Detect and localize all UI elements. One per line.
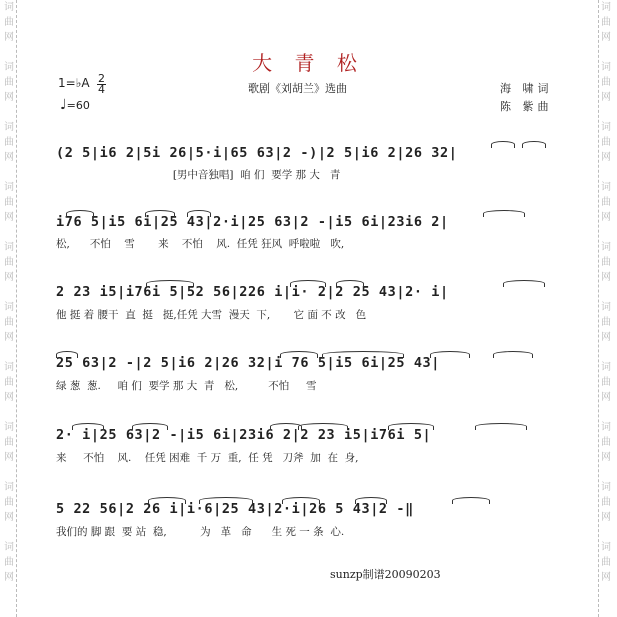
- slur-arc: [493, 351, 533, 358]
- watermark-glyph: 曲: [601, 497, 611, 508]
- watermark-glyph: 网: [601, 332, 611, 343]
- watermark-glyph: 网: [4, 32, 14, 43]
- slur-arc: [148, 497, 186, 504]
- music-line-5: 2· i|25 63|2 -|i5 6i|23i6 2|2 23 i5|i76i 5|: [56, 427, 432, 443]
- music-line-4: 25 63|2 -|2 5|i6 2|26 32|i 76 5|i5 6i|25 43|: [56, 355, 441, 371]
- composer-credit: 陈 紫曲: [500, 100, 553, 113]
- watermark-glyph: 词: [4, 242, 14, 253]
- watermark-glyph: 词: [4, 542, 14, 553]
- watermark-glyph: 词: [601, 302, 611, 313]
- transcriber-signature: sunzp制谱20090203: [330, 568, 441, 581]
- watermark-glyph: 词: [601, 422, 611, 433]
- watermark-glyph: 曲: [4, 137, 14, 148]
- slur-arc: [388, 423, 434, 430]
- slur-arc: [355, 497, 387, 504]
- watermark-glyph: 曲: [4, 557, 14, 568]
- lyric-line-4: 绿 葱 葱. 咱 们 要学 那 大 青 松, 不怕 雪: [56, 380, 317, 392]
- slur-arc: [475, 423, 527, 430]
- watermark-glyph: 曲: [4, 377, 14, 388]
- slur-arc: [132, 423, 168, 430]
- slur-arc: [522, 141, 546, 148]
- watermark-glyph: 曲: [601, 77, 611, 88]
- watermark-glyph: 词: [601, 362, 611, 373]
- time-signature: [97, 74, 106, 95]
- time-signature-top: 2: [98, 72, 105, 85]
- lyric-line-6: 我们的 脚 跟 要 站 稳, 为 革 命 生 死 一 条 心.: [56, 526, 345, 538]
- slur-arc: [336, 280, 364, 287]
- watermark-glyph: 网: [601, 212, 611, 223]
- watermark-glyph: 网: [4, 212, 14, 223]
- slur-arc: [483, 210, 525, 217]
- lyricist-credit: 海 啸词: [500, 82, 553, 95]
- watermark-glyph: 词: [4, 182, 14, 193]
- key-signature: 1=♭A: [58, 76, 90, 90]
- watermark-glyph: 曲: [4, 437, 14, 448]
- watermark-glyph: 网: [601, 392, 611, 403]
- music-line-2: i76 5|i5 6i|25 43|2·i|25 63|2 -|i5 6i|23i6 2|: [56, 214, 449, 230]
- watermark-glyph: 词: [4, 122, 14, 133]
- watermark-glyph: 网: [601, 92, 611, 103]
- watermark-glyph: 网: [4, 152, 14, 163]
- watermark-glyph: 词: [601, 242, 611, 253]
- watermark-glyph: 网: [4, 452, 14, 463]
- slur-arc: [146, 280, 194, 287]
- watermark-glyph: 曲: [601, 437, 611, 448]
- watermark-glyph: 曲: [4, 317, 14, 328]
- watermark-glyph: 曲: [601, 317, 611, 328]
- watermark-glyph: 网: [4, 332, 14, 343]
- slur-arc: [66, 210, 94, 217]
- tempo-value: =60: [66, 99, 90, 112]
- watermark-glyph: 词: [601, 542, 611, 553]
- slur-arc: [430, 351, 470, 358]
- watermark-glyph: 曲: [4, 77, 14, 88]
- watermark-glyph: 词: [4, 62, 14, 73]
- slur-arc: [187, 210, 211, 217]
- slur-arc: [145, 210, 175, 217]
- watermark-glyph: 曲: [601, 197, 611, 208]
- watermark-glyph: 词: [4, 362, 14, 373]
- slur-arc: [282, 497, 320, 504]
- song-title: 大 青 松: [252, 51, 365, 75]
- watermark-glyph: 曲: [4, 17, 14, 28]
- watermark-glyph: 词: [4, 2, 14, 13]
- slur-arc: [298, 423, 348, 430]
- watermark-glyph: 网: [4, 272, 14, 283]
- slur-arc: [280, 351, 318, 358]
- watermark-glyph: 词: [601, 122, 611, 133]
- watermark-glyph: 网: [4, 392, 14, 403]
- slur-arc: [452, 497, 490, 504]
- slur-arc: [290, 280, 326, 287]
- subtitle: 歌剧《刘胡兰》选曲: [248, 82, 347, 95]
- watermark-glyph: 曲: [601, 17, 611, 28]
- watermark-glyph: 词: [4, 422, 14, 433]
- watermark-glyph: 网: [4, 512, 14, 523]
- watermark-glyph: 网: [601, 152, 611, 163]
- music-line-1: (2 5|i6 2|5i 26|5·i|65 63|2 -)|2 5|i6 2|26 32|: [56, 145, 458, 161]
- watermark-glyph: 词: [4, 482, 14, 493]
- tempo-marking: [60, 97, 90, 113]
- slur-arc: [56, 351, 78, 358]
- watermark-glyph: 网: [601, 512, 611, 523]
- watermark-glyph: 曲: [601, 257, 611, 268]
- watermark-glyph: 词: [601, 182, 611, 193]
- watermark-glyph: 词: [4, 302, 14, 313]
- watermark-glyph: 网: [601, 272, 611, 283]
- watermark-glyph: 曲: [4, 257, 14, 268]
- lyric-line-3: 他 挺 着 腰干 直 挺 挺,任凭 大雪 漫天 下, 它 面 不 改 色: [56, 309, 367, 321]
- watermark-glyph: 网: [601, 32, 611, 43]
- watermark-glyph: 网: [4, 572, 14, 583]
- slur-arc: [199, 497, 253, 504]
- slur-arc: [491, 141, 515, 148]
- time-signature-bottom: 4: [98, 83, 105, 96]
- watermark-glyph: 曲: [4, 197, 14, 208]
- lyric-line-5: 来 不怕 风. 任凭 困难 千 万 重, 任 凭 刀斧 加 在 身,: [56, 452, 359, 464]
- music-line-3: 2 23 i5|i76i 5|52 56|226 i|i· 2|2 25 43|2· i|: [56, 284, 449, 300]
- quarter-note-icon: ♩: [60, 97, 67, 113]
- slur-arc: [503, 280, 545, 287]
- lyric-line-1: [男中音独唱] 咱 们 要学 那 大 青: [56, 169, 341, 181]
- watermark-glyph: 曲: [601, 137, 611, 148]
- watermark-glyph: 词: [601, 62, 611, 73]
- watermark-glyph: 网: [601, 572, 611, 583]
- watermark-glyph: 词: [601, 2, 611, 13]
- watermark-glyph: 网: [4, 92, 14, 103]
- lyric-line-2: 松, 不怕 雪 来 不怕 风. 任凭 狂风 呼啦啦 吹,: [56, 238, 345, 250]
- music-line-6: 5 22 56|2 26 i|i·6|25 43|2·i|26 5 43|2 -‖: [56, 501, 414, 517]
- watermark-glyph: 曲: [601, 377, 611, 388]
- watermark-glyph: 网: [601, 452, 611, 463]
- slur-arc: [322, 351, 404, 358]
- slur-arc: [72, 423, 104, 430]
- watermark-glyph: 词: [601, 482, 611, 493]
- watermark-glyph: 曲: [4, 497, 14, 508]
- watermark-glyph: 曲: [601, 557, 611, 568]
